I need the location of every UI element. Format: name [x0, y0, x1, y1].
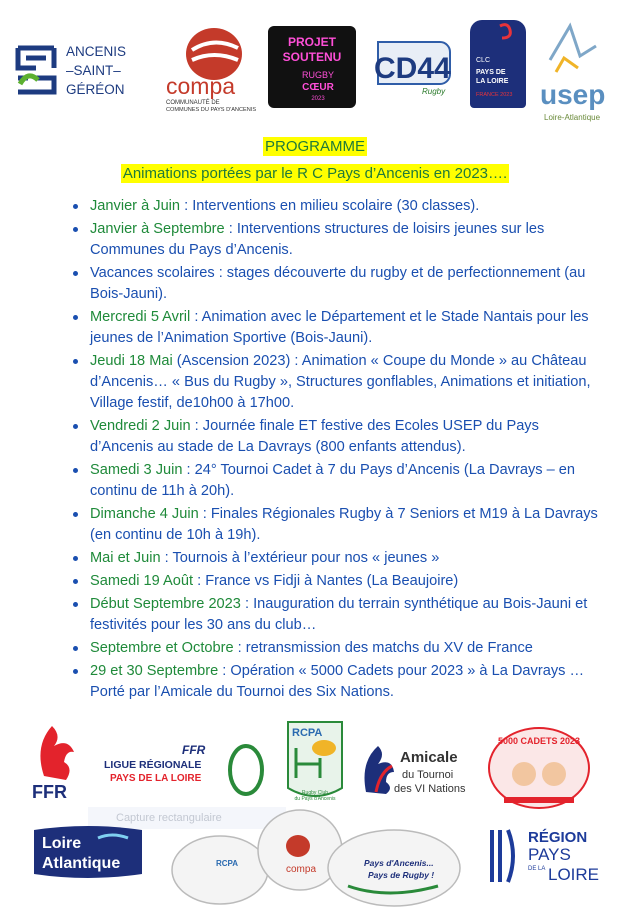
list-item — [68, 219, 598, 261]
ancenis-mark-icon — [14, 40, 154, 100]
projet-line5: 2023 — [311, 96, 325, 102]
compa-text: compa — [166, 73, 236, 99]
ancenis-saint-gereon-logo — [14, 40, 154, 100]
item-text: : Opération « 5000 Cadets pour 2023 » à La Davrays … Porté par l’Amicale du Tournoi des Six Nations. — [90, 663, 585, 700]
projet-soutenu-logo — [268, 26, 356, 108]
ball-rcpa-text: RCPA — [216, 859, 239, 868]
amicale-line2: du Tournoi — [402, 769, 454, 781]
item-text: : Journée finale ET festive des Ecoles USEP du Pays d’Ancenis au stade de La Davrays (800 enfants attendus). — [90, 418, 539, 455]
ffr-text: FFR — [32, 782, 67, 802]
usep-figure-icon — [550, 26, 596, 60]
rcpa-ball-icon — [312, 740, 336, 756]
list-item — [68, 504, 598, 546]
item-text: : retransmission des matchs du XV de France — [233, 640, 533, 656]
clc-line2: PAYS DE — [476, 69, 506, 76]
region-line3: DE LA — [528, 866, 546, 872]
cadets-figure-icon — [512, 762, 536, 786]
item-text: : Tournois à l’extérieur pour nos « jeunes » — [160, 550, 440, 566]
loire-line1: Loire — [42, 835, 82, 852]
rooster-icon — [40, 726, 74, 780]
usep-text: usep — [540, 79, 606, 110]
item-date: Dimanche 4 Juin — [90, 506, 199, 522]
ball-compa-text: compa — [286, 864, 317, 875]
rcpa-text: RCPA — [292, 727, 323, 739]
cd44-sub: Rugby — [422, 87, 446, 96]
rcpa-logo — [282, 718, 348, 804]
item-date: Vendredi 2 Juin — [90, 418, 191, 434]
item-date: Mercredi 5 Avril — [90, 309, 191, 325]
rugby-balls-illustration — [168, 806, 468, 910]
clc-logo — [470, 20, 526, 108]
list-item — [68, 571, 598, 592]
item-text: : Finales Régionales Rugby à 7 Seniors et M19 à La Davrays (en continu de 10h à 19h). — [90, 506, 598, 543]
loire-atlantique-logo — [34, 824, 142, 880]
ball-left-icon — [172, 836, 268, 904]
list-item — [68, 263, 598, 305]
programme-heading: PROGRAMME — [264, 138, 365, 155]
loire-line2: Atlantique — [42, 855, 121, 872]
compa-logo — [162, 24, 260, 114]
item-date: 29 et 30 Septembre — [90, 663, 219, 679]
title-block — [0, 137, 630, 183]
ball-right-icon — [328, 830, 460, 906]
usep-sub: Loire-Atlantique — [544, 113, 601, 122]
item-date: Janvier à Juin — [90, 198, 181, 214]
cadets-text: 5000 CADETS 2023 — [497, 736, 581, 746]
cadets-logo — [484, 720, 594, 810]
cd44-logo — [368, 32, 458, 102]
top-logo-strip — [0, 20, 630, 130]
item-date: Samedi 3 Juin — [90, 462, 183, 478]
programme-subheading: Animations portées par le R C Pays d’Ancenis en 2023…. — [122, 165, 508, 182]
amicale-line1: Amicale — [400, 749, 458, 766]
clc-line4: FRANCE 2023 — [476, 92, 513, 98]
list-item — [68, 661, 598, 703]
region-line4: LOIRE — [548, 865, 600, 884]
item-date: Samedi 19 Août — [90, 573, 194, 589]
item-text: : Inauguration du terrain synthétique au Bois-Jauni et festivités pour les 30 ans du club… — [90, 596, 588, 633]
region-pays-de-la-loire-logo — [488, 824, 600, 888]
list-item — [68, 460, 598, 502]
ligue-line3: PAYS DE LA LOIRE — [110, 773, 202, 784]
amicale-rooster-icon — [365, 746, 395, 794]
item-date: Janvier à Septembre — [90, 221, 225, 237]
item-date: Mai et Juin — [90, 550, 161, 566]
item-text: : Interventions structures de loisirs jeunes sur les Communes du Pays d’Ancenis. — [90, 221, 545, 258]
ligue-ball-icon — [230, 746, 262, 794]
clc-line1: CLC — [476, 57, 491, 64]
ancenis-line2: –SAINT– — [66, 63, 121, 78]
item-text: Vacances scolaires : stages découverte du rugby et de perfectionnement (au Bois-Jauni). — [90, 265, 586, 302]
list-item — [68, 351, 598, 414]
list-item — [68, 638, 598, 659]
compa-sub2: COMMUNES DU PAYS D'ANCENIS — [166, 107, 257, 113]
clc-line3: LA LOIRE — [476, 78, 509, 85]
amicale-logo — [358, 732, 468, 802]
rcpa-sub2: du Pays d'Ancenis — [294, 796, 336, 802]
bottom-logo-strip — [0, 712, 630, 911]
region-line1: RÉGION — [528, 829, 588, 846]
list-item — [68, 548, 598, 569]
projet-line1: PROJET — [287, 35, 337, 49]
region-line2: PAYS — [528, 845, 571, 864]
item-date: Septembre et Octobre — [90, 640, 234, 656]
projet-line2: SOUTENU — [282, 50, 342, 64]
item-date: Jeudi 18 Mai — [90, 353, 173, 369]
programme-list — [68, 196, 598, 705]
item-text: : France vs Fidji à Nantes (La Beaujoire) — [193, 573, 459, 589]
projet-line3: RUGBY — [301, 70, 335, 80]
ffr-logo — [30, 716, 86, 802]
list-item — [68, 416, 598, 458]
item-date: Début Septembre 2023 — [90, 596, 241, 612]
cd44-text: CD44 — [374, 52, 451, 85]
list-item — [68, 196, 598, 217]
amicale-line3: des VI Nations — [394, 783, 466, 795]
item-text: : Interventions en milieu scolaire (30 classes). — [180, 198, 480, 214]
item-text: : Animation avec le Département et le Stade Nantais pour les jeunes de l’Animation Sportive (Bois-Jauni). — [90, 309, 589, 346]
rcpa-sub1: Rugby Club — [301, 790, 329, 796]
ligue-line2: LIGUE RÉGIONALE — [104, 759, 202, 771]
list-item — [68, 307, 598, 349]
capture-rectangulaire-tooltip: Capture rectangulaire — [88, 807, 286, 829]
ligue-regionale-logo — [100, 740, 270, 796]
region-mark-icon — [492, 830, 513, 882]
projet-line4: CŒUR — [302, 82, 334, 93]
ball-text-2: Pays de Rugby ! — [368, 870, 435, 880]
ligue-ffr: FFR — [182, 743, 206, 757]
ancenis-line3: GÉRÉON — [66, 82, 125, 97]
ancenis-line1: ANCENIS — [66, 44, 127, 59]
usep-logo — [536, 20, 622, 126]
item-text: : 24° Tournoi Cadet à 7 du Pays d’Ancenis (La Davrays – en continu de 11h à 20h). — [90, 462, 576, 499]
item-text: (Ascension 2023) : Animation « Coupe du Monde » au Château d’Ancenis… « Bus du Rugby », Structures gonflables, Animations et initiation, Village festif, de10h00 à 17h00. — [90, 353, 591, 411]
ball-text-1: Pays d'Ancenis... — [364, 858, 434, 868]
compa-sub1: COMMUNAUTÉ DE — [166, 100, 220, 106]
list-item — [68, 594, 598, 636]
